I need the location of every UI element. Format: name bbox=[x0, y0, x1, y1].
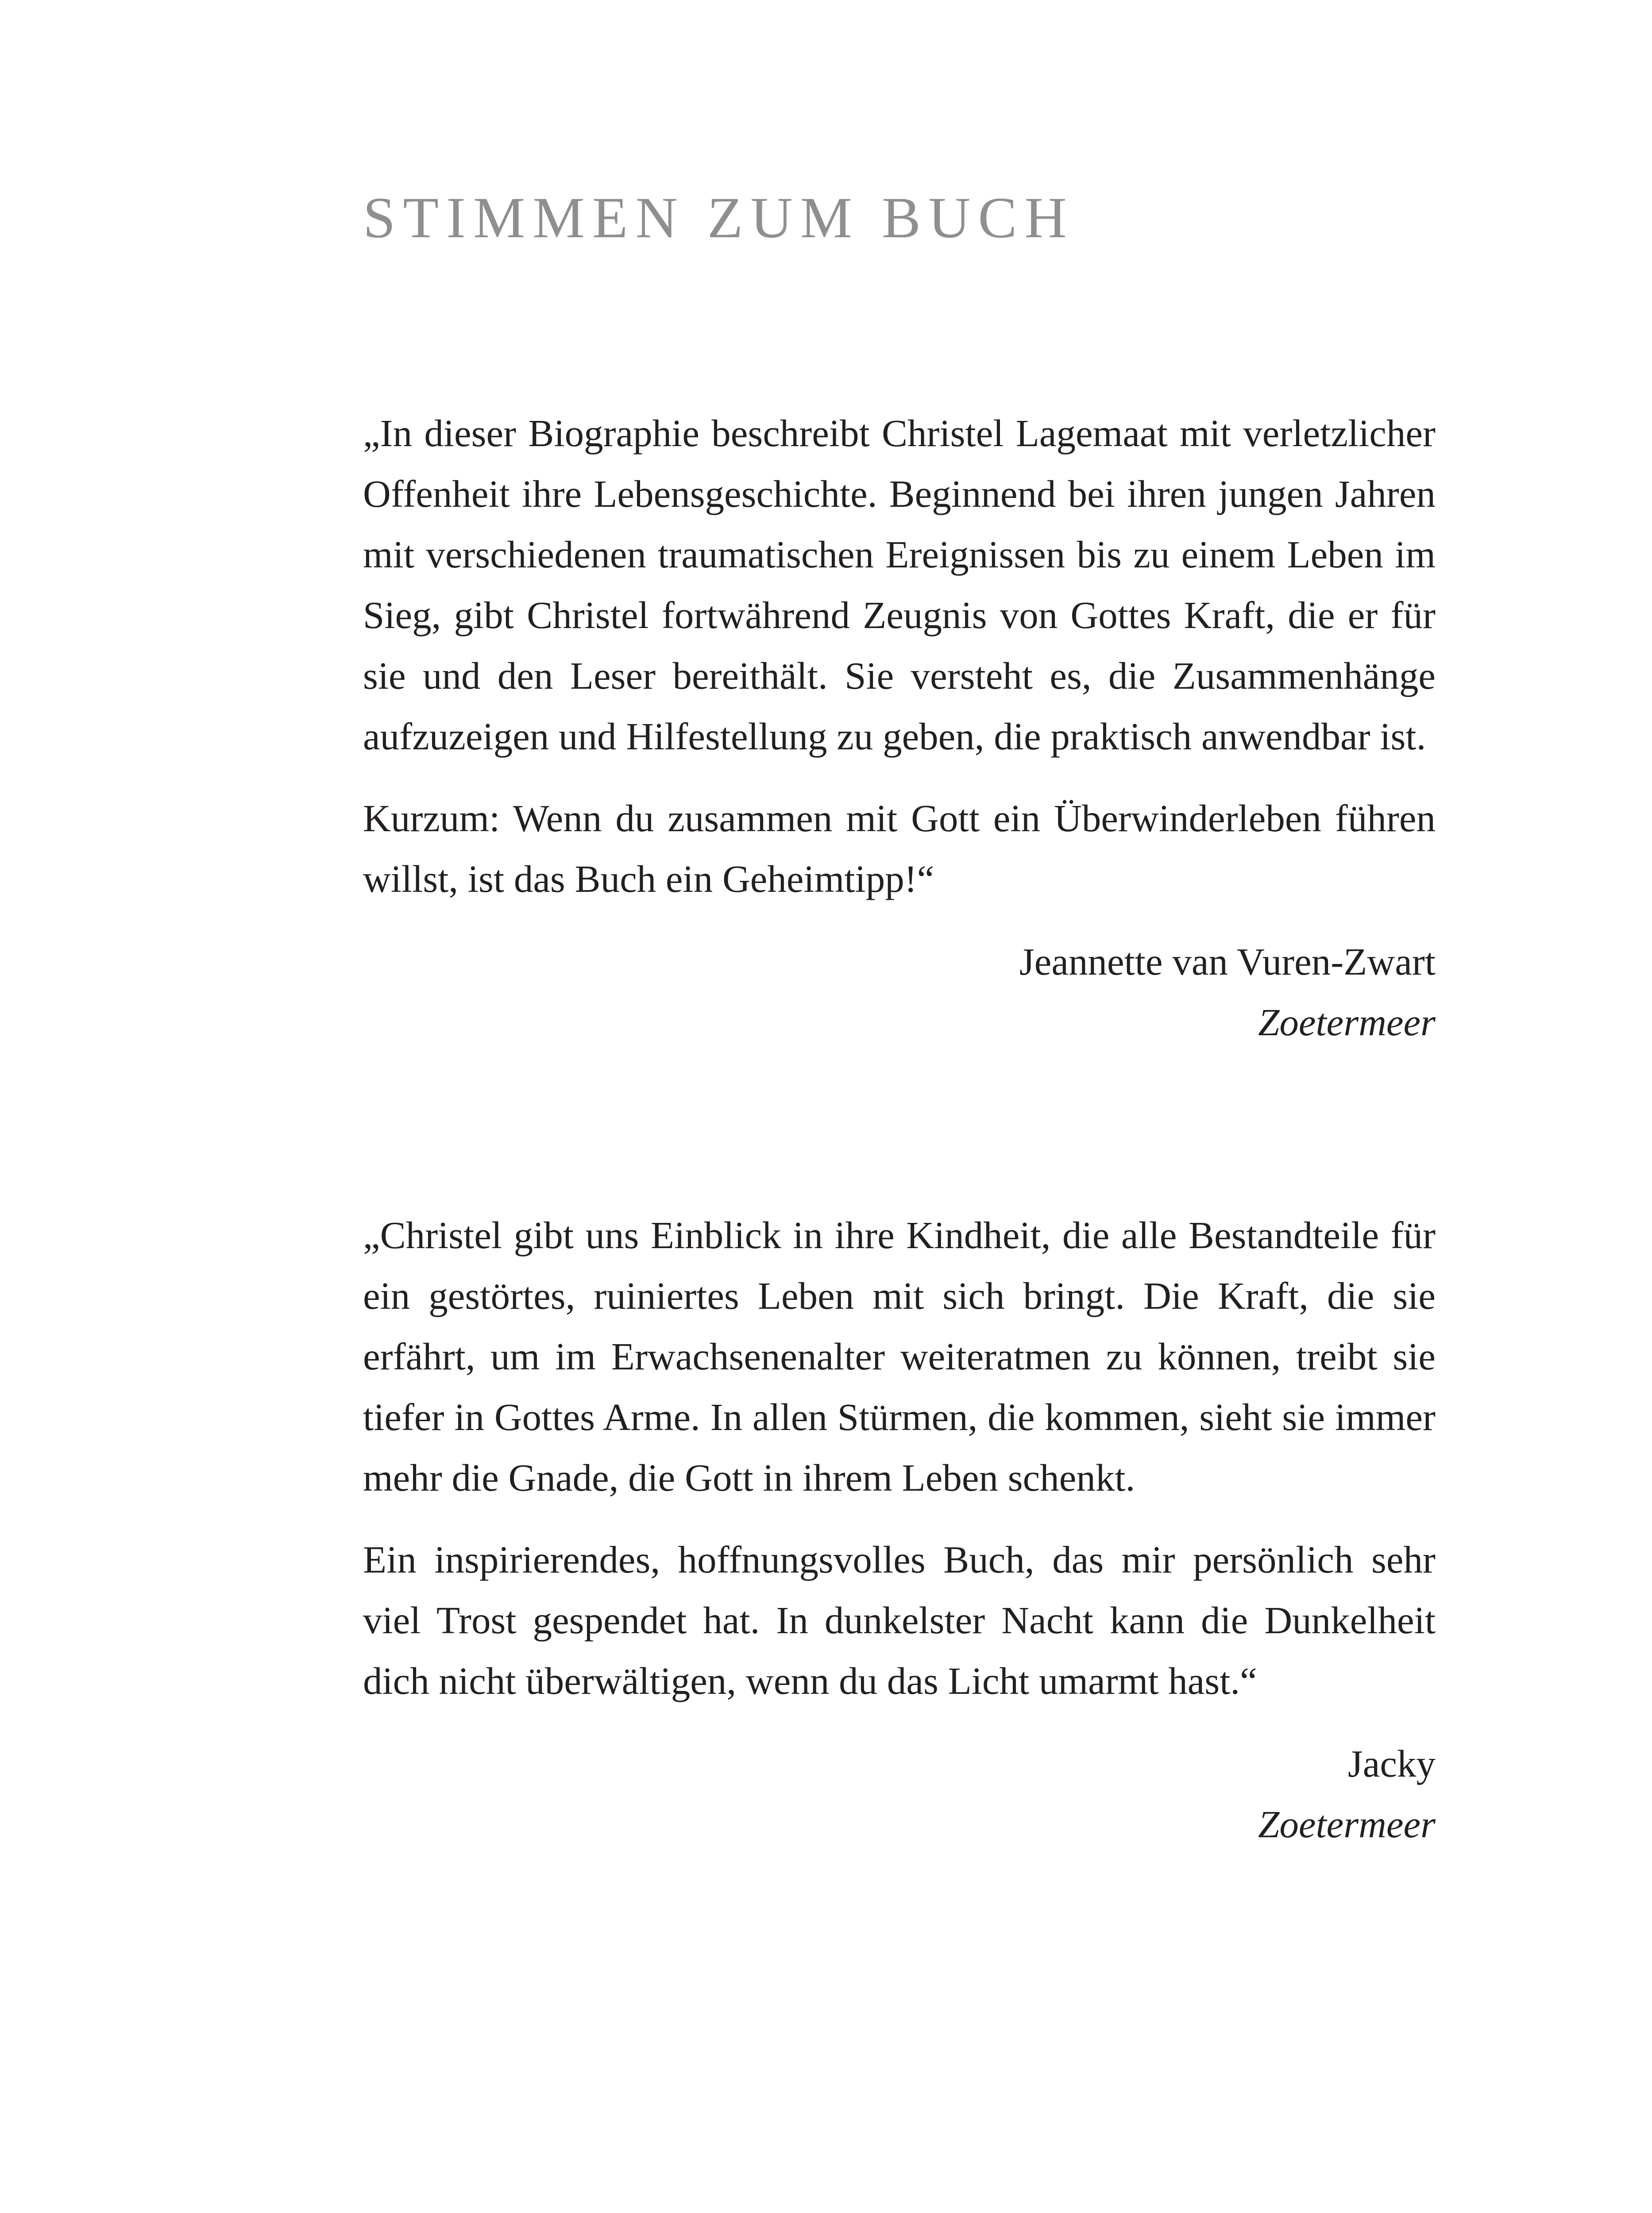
testimonial-author: Jacky bbox=[1347, 1742, 1436, 1785]
testimonial bbox=[363, 403, 1436, 1053]
testimonial-paragraph: Kurzum: Wenn du zusammen mit Gott ein Überwinderleben führen willst, ist das Buch ein Geheimtipp!“ bbox=[363, 797, 1436, 900]
testimonial-paragraph: „In dieser Biographie beschreibt Christel Lagemaat mit verletzlicher Offenheit ihre Lebensgeschichte. Beginnend bei ihren jungen Jahren mit verschiedenen traumatischen Ereignissen bis zu einem Leben im Sieg, gibt Christel fortwährend Zeugnis von Gottes Kraft, die er für sie und den Leser bereithält. Sie versteht es, die Zusammenhänge aufzuzeigen und Hilfestellung zu geben, die praktisch anwendbar ist. bbox=[363, 412, 1436, 758]
testimonial-author: Jeannette van Vuren-Zwart bbox=[1019, 940, 1436, 983]
testimonial-paragraph: Ein inspirierendes, hoffnungsvolles Buch, das mir persönlich sehr viel Trost gespendet hat. In dunkelster Nacht kann die Dunkelheit dich nicht überwältigen, wenn du das Licht umarmt hast.“ bbox=[363, 1538, 1436, 1702]
testimonial-place: Zoetermeer bbox=[1258, 1803, 1436, 1846]
testimonial-place: Zoetermeer bbox=[1258, 1001, 1436, 1044]
testimonial-attribution bbox=[363, 1733, 1436, 1854]
testimonial bbox=[363, 1205, 1436, 1854]
testimonial-paragraph: „Christel gibt uns Einblick in ihre Kindheit, die alle Bestandteile für ein gestörtes, ruiniertes Leben mit sich bringt. Die Kraft, die sie erfährt, um im Erwachsenenalter weiteratmen zu können, treibt sie tiefer in Gottes Arme. In allen Stürmen, die kommen, sieht sie immer mehr die Gnade, die Gott in ihrem Leben schenkt. bbox=[363, 1214, 1436, 1499]
testimonial-attribution bbox=[363, 931, 1436, 1053]
page-title: STIMMEN ZUM BUCH bbox=[363, 185, 1074, 250]
